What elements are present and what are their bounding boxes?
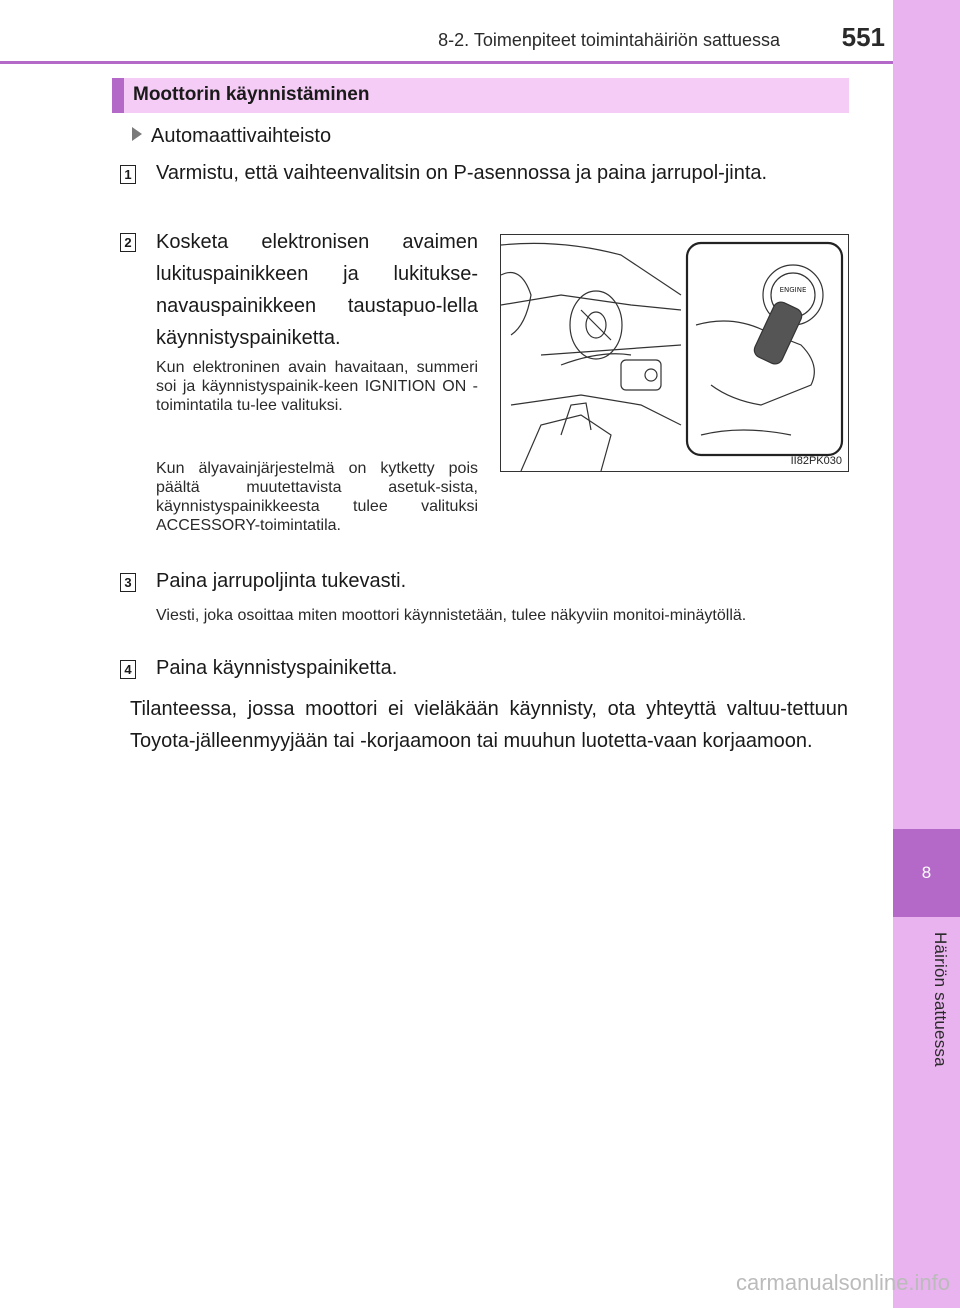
step-4-text: Paina käynnistyspainiketta.: [156, 657, 398, 679]
step-number-4: 4: [120, 660, 136, 679]
section-heading: [112, 78, 849, 113]
running-header: 8-2. Toimenpiteet toimintahäiriön sattuessa: [438, 30, 780, 50]
chapter-title: Häiriön sattuessa: [931, 932, 950, 1067]
step-number-1: 1: [120, 165, 136, 184]
step-3-note: Viesti, joka osoittaa miten moottori käynnistetään, tulee näkyviin monitoi-minäytöllä.: [156, 607, 747, 624]
step-number-3: 3: [120, 573, 136, 592]
step-2-note-1: Kun elektroninen avain havaitaan, summeri soi ja käynnistyspainik-keen IGNITION ON -toimintatila tu-lee valituksi.: [156, 359, 478, 414]
sub-heading: [132, 125, 331, 148]
figure-code: II82PK030: [790, 455, 842, 467]
step-2-note-2: Kun älyavainjärjestelmä on kytketty pois päältä muutettavista asetuk-sista, käynnistyspainikkeesta tulee valituksi ACCESSORY-toimintatila.: [156, 460, 478, 534]
engine-label: ENGINE: [779, 286, 807, 294]
page-number: 551: [841, 22, 885, 52]
sub-heading-text: Automaattivaihteisto: [151, 125, 332, 147]
watermark: carmanualsonline.info: [735, 1270, 950, 1295]
triangle-bullet-icon: [132, 127, 142, 141]
section-heading-text: Moottorin käynnistäminen: [133, 84, 370, 105]
side-tab: [893, 0, 960, 1308]
dashboard-illustration: [501, 235, 848, 471]
chapter-tab: [893, 829, 960, 917]
closing-paragraph: Tilanteessa, jossa moottori ei vieläkään käynnisty, ota yhteyttä valtuu-tettuun Toyota-jälleenmyyjään tai -korjaamoon tai muuhun luotetta-vaan korjaamoon.: [130, 698, 848, 752]
step-2-text: Kosketa elektronisen avaimen lukituspainikkeen ja lukitukse-navauspainikkeen taustapuo-lella käynnistyspainiketta.: [156, 231, 478, 349]
step-number-2: 2: [120, 233, 136, 252]
header-rule: [0, 61, 893, 64]
engine-start-illustration: [500, 234, 849, 472]
chapter-number: 8: [921, 863, 932, 882]
step-3-text: Paina jarrupoljinta tukevasti.: [156, 570, 407, 592]
step-1-text: Varmistu, että vaihteenvalitsin on P-asennossa ja paina jarrupol-jinta.: [156, 162, 768, 184]
